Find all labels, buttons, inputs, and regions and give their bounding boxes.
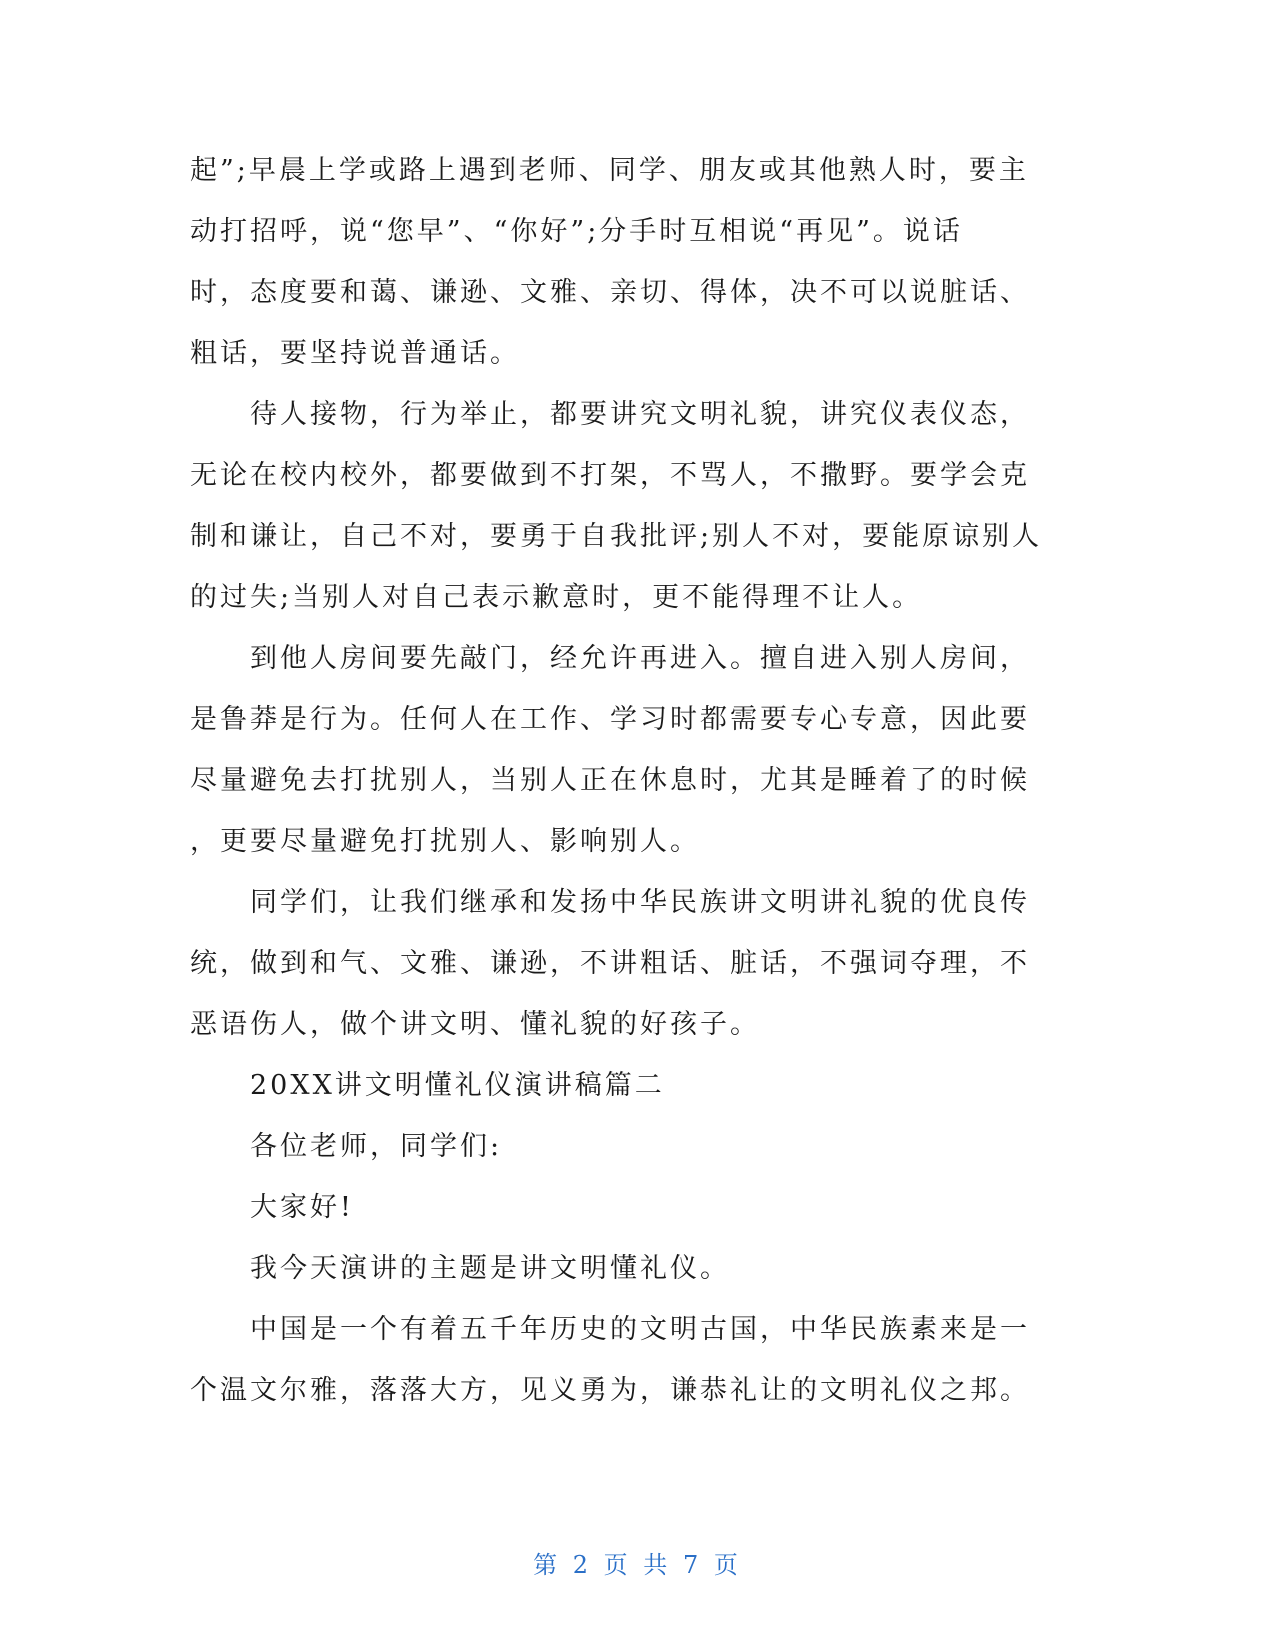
paragraph-china-etiquette <box>190 1299 1080 1421</box>
text-line: 到他人房间要先敲门，经允许再进入。擅自进入别人房间， <box>250 643 1030 674</box>
footer-middle: 页 共 <box>603 1551 672 1579</box>
total-pages-number: 7 <box>682 1551 703 1579</box>
text-line: 中国是一个有着五千年历史的文明古国，中华民族素来是一 <box>250 1314 1030 1345</box>
text-line: 我今天演讲的主题是讲文明懂礼仪。 <box>250 1253 730 1284</box>
text-line: 动打招呼，说“您早”、“你好”;分手时互相说“再见”。说话 <box>190 216 963 247</box>
paragraph-conclusion <box>190 872 1080 1055</box>
text-line: 20XX讲文明懂礼仪演讲稿篇二 <box>250 1070 665 1101</box>
text-line: 恶语伤人，做个讲文明、懂礼貌的好孩子。 <box>190 1009 760 1040</box>
text-line: 无论在校内校外，都要做到不打架，不骂人，不撒野。要学会克 <box>190 460 1030 491</box>
text-line: ，更要尽量避免打扰别人、影响别人。 <box>190 826 700 857</box>
footer-suffix: 页 <box>713 1551 742 1579</box>
text-line: 各位老师，同学们: <box>250 1131 503 1162</box>
text-line: 粗话，要坚持说普通话。 <box>190 338 520 369</box>
document-body <box>190 140 1080 1421</box>
text-line: 统，做到和气、文雅、谦逊，不讲粗话、脏话，不强词夺理，不 <box>190 948 1030 979</box>
text-line: 是鲁莽是行为。任何人在工作、学习时都需要专心专意，因此要 <box>190 704 1030 735</box>
text-line: 待人接物，行为举止，都要讲究文明礼貌，讲究仪表仪态， <box>250 399 1030 430</box>
paragraph-knock-door <box>190 628 1080 872</box>
page-number-footer <box>0 1545 1275 1580</box>
text-line: 时，态度要和蔼、谦逊、文雅、亲切、得体，决不可以说脏话、 <box>190 277 1030 308</box>
text-line: 的过失;当别人对自己表示歉意时，更不能得理不让人。 <box>190 582 923 613</box>
footer-prefix: 第 <box>533 1551 562 1579</box>
text-line: 起”;早晨上学或路上遇到老师、同学、朋友或其他熟人时，要主 <box>190 155 1029 186</box>
current-page-number: 2 <box>572 1551 593 1579</box>
greeting <box>190 1177 1080 1238</box>
salutation <box>190 1116 1080 1177</box>
text-line: 同学们，让我们继承和发扬中华民族讲文明讲礼貌的优良传 <box>250 887 1030 918</box>
speech-topic <box>190 1238 1080 1299</box>
section-title <box>190 1055 1080 1116</box>
paragraph-conduct <box>190 384 1080 628</box>
text-line: 制和谦让，自己不对，要勇于自我批评;别人不对，要能原谅别人 <box>190 521 1043 552</box>
text-line: 大家好! <box>250 1192 354 1223</box>
text-line: 尽量避免去打扰别人，当别人正在休息时，尤其是睡着了的时候 <box>190 765 1030 796</box>
text-line: 个温文尔雅，落落大方，见义勇为，谦恭礼让的文明礼仪之邦。 <box>190 1375 1030 1406</box>
paragraph-greeting-manners <box>190 140 1080 384</box>
